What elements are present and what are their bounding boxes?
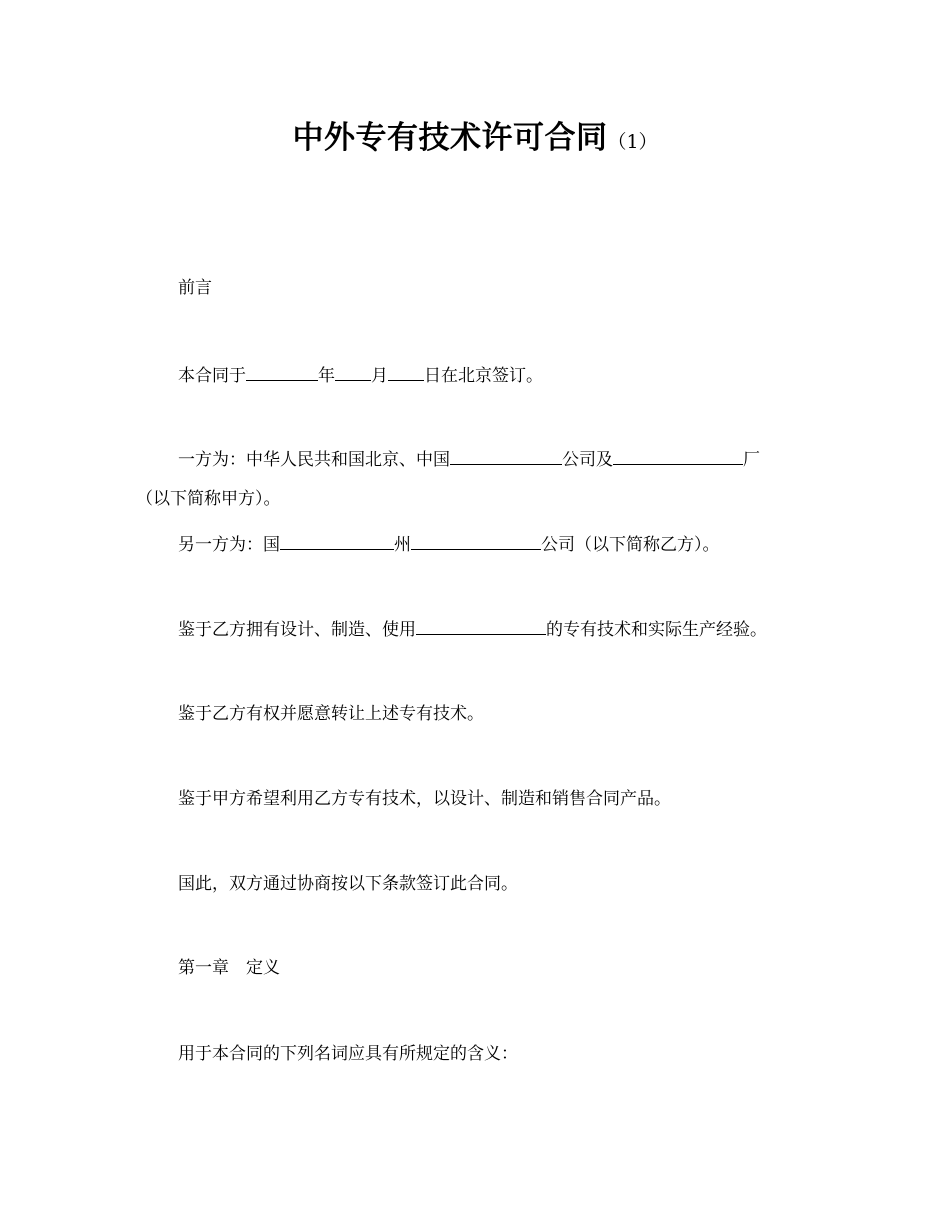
party-b-line bbox=[178, 532, 720, 556]
party-b-mid: 州 bbox=[394, 535, 411, 555]
definitions-intro: 用于本合同的下列名词应具有所规定的含义： bbox=[178, 1044, 518, 1064]
party-a-suffix: 厂 bbox=[743, 450, 760, 470]
party-a-mid: 公司及 bbox=[562, 450, 613, 470]
document-title bbox=[0, 112, 950, 157]
day-blank bbox=[388, 363, 424, 381]
whereas-1-line bbox=[178, 617, 767, 641]
therefore-line: 国此，双方通过协商按以下条款签订此合同。 bbox=[178, 874, 518, 894]
whereas-1-prefix: 鉴于乙方拥有设计、制造、使用 bbox=[178, 620, 416, 640]
party-a-line bbox=[178, 447, 760, 471]
company-blank bbox=[450, 447, 562, 465]
month-blank bbox=[335, 363, 371, 381]
whereas-2-line: 鉴于乙方有权并愿意转让上述专有技术。 bbox=[178, 704, 484, 724]
party-b-prefix: 另一方为：国 bbox=[178, 535, 280, 555]
whereas-1-suffix: 的专有技术和实际生产经验。 bbox=[546, 620, 767, 640]
title-main: 中外专有技术许可合同 bbox=[292, 120, 608, 156]
signing-suffix: 日在北京签订。 bbox=[424, 366, 543, 386]
state-blank bbox=[411, 532, 541, 550]
title-suffix: （1） bbox=[607, 131, 658, 153]
country-blank bbox=[280, 532, 394, 550]
factory-blank bbox=[613, 447, 743, 465]
party-b-suffix: 公司（以下简称乙方）。 bbox=[541, 535, 720, 555]
party-a-continuation: （以下简称甲方）。 bbox=[136, 489, 281, 509]
signing-date-line bbox=[178, 363, 543, 387]
preface-heading: 前言 bbox=[178, 278, 212, 298]
party-a-prefix: 一方为：中华人民共和国北京、中国 bbox=[178, 450, 450, 470]
year-unit: 年 bbox=[318, 366, 335, 386]
signing-prefix: 本合同于 bbox=[178, 366, 246, 386]
product-blank bbox=[416, 617, 546, 635]
year-blank bbox=[246, 363, 318, 381]
chapter-1-heading: 第一章 定义 bbox=[178, 958, 280, 978]
whereas-3-line: 鉴于甲方希望利用乙方专有技术，以设计、制造和销售合同产品。 bbox=[178, 789, 671, 809]
month-unit: 月 bbox=[371, 366, 388, 386]
